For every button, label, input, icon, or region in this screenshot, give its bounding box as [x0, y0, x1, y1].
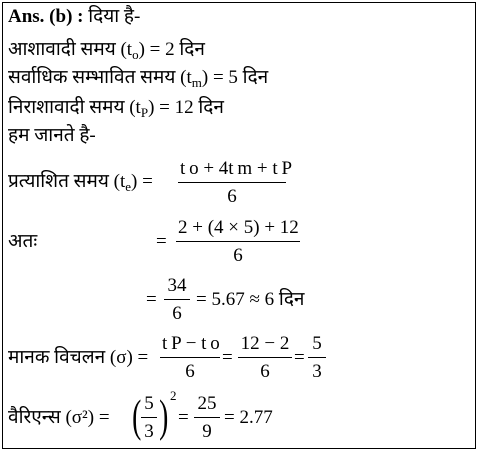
result-numerator: 34 [167, 275, 187, 296]
left-paren: ( [132, 390, 142, 441]
pessimistic-time-line [8, 97, 224, 119]
variance-fraction [194, 393, 220, 443]
expected-time-label [8, 171, 153, 193]
std-dev-eq-1: = [222, 347, 233, 368]
variance-p-numerator: 5 [144, 393, 154, 414]
variance-p-denominator: 3 [144, 421, 154, 442]
pessimistic-label: निराशावादी समय (t [8, 97, 141, 118]
variance-exponent: 2 [170, 388, 177, 403]
variance-f-numerator: 25 [197, 393, 217, 414]
answer-text: दिया है- [88, 6, 141, 27]
we-know-line: हम जानते है- [8, 125, 96, 146]
therefore-fraction [176, 217, 300, 267]
variance-label: वैरिएन्स (σ²) = [8, 407, 110, 428]
therefore-eq: = [156, 231, 167, 252]
right-paren: ) [159, 390, 169, 441]
most-likely-value: ) = 5 दिन [201, 67, 269, 88]
answer-label: Ans. (b) : [8, 6, 84, 27]
result-fraction [164, 275, 190, 325]
optimistic-time-line [8, 39, 205, 61]
variance-paren-fraction [141, 393, 157, 443]
answer-line [8, 6, 140, 28]
variance-eq-1: = [178, 407, 189, 428]
expected-denominator: 6 [227, 186, 237, 207]
std-dev-label: मानक विचलन (σ) = [8, 347, 149, 368]
most-likely-time-line [8, 67, 268, 89]
std-dev-f3-numerator: 5 [312, 333, 322, 354]
std-dev-f3-denominator: 3 [312, 361, 322, 382]
variance-f-denominator: 9 [202, 421, 212, 442]
result-value: = 5.67 ≈ 6 दिन [196, 289, 305, 310]
std-dev-f1-numerator: t P − t o [162, 333, 220, 354]
std-dev-f1-denominator: 6 [185, 361, 195, 382]
std-dev-f2-denominator: 6 [260, 361, 270, 382]
std-dev-f2-numerator: 12 − 2 [240, 333, 290, 354]
most-likely-sub: m [191, 75, 202, 90]
pessimistic-sub: P [140, 105, 149, 120]
therefore-label: अतः [8, 231, 38, 252]
optimistic-sub: o [132, 47, 139, 62]
result-denominator: 6 [172, 303, 182, 324]
std-dev-fraction-2 [238, 333, 292, 383]
expected-label-text: प्रत्याशित समय (t [8, 171, 126, 192]
std-dev-fraction-1 [160, 333, 220, 383]
result-eq: = [146, 289, 157, 310]
optimistic-label: आशावादी समय (t [8, 39, 133, 60]
expected-numerator: t o + 4t m + t P [180, 158, 293, 179]
most-likely-label: सर्वाधिक सम्भावित समय (t [8, 67, 192, 88]
pessimistic-value: ) = 12 दिन [148, 97, 224, 118]
expected-sub: e [125, 179, 132, 194]
variance-value: = 2.77 [224, 407, 273, 428]
therefore-denominator: 6 [233, 245, 243, 266]
therefore-numerator: 2 + (4 × 5) + 12 [178, 217, 299, 238]
expected-fraction [178, 158, 293, 208]
std-dev-eq-2: = [294, 347, 305, 368]
optimistic-value: ) = 2 दिन [138, 39, 205, 60]
expected-eq: ) = [131, 171, 153, 192]
std-dev-fraction-3 [308, 333, 326, 383]
